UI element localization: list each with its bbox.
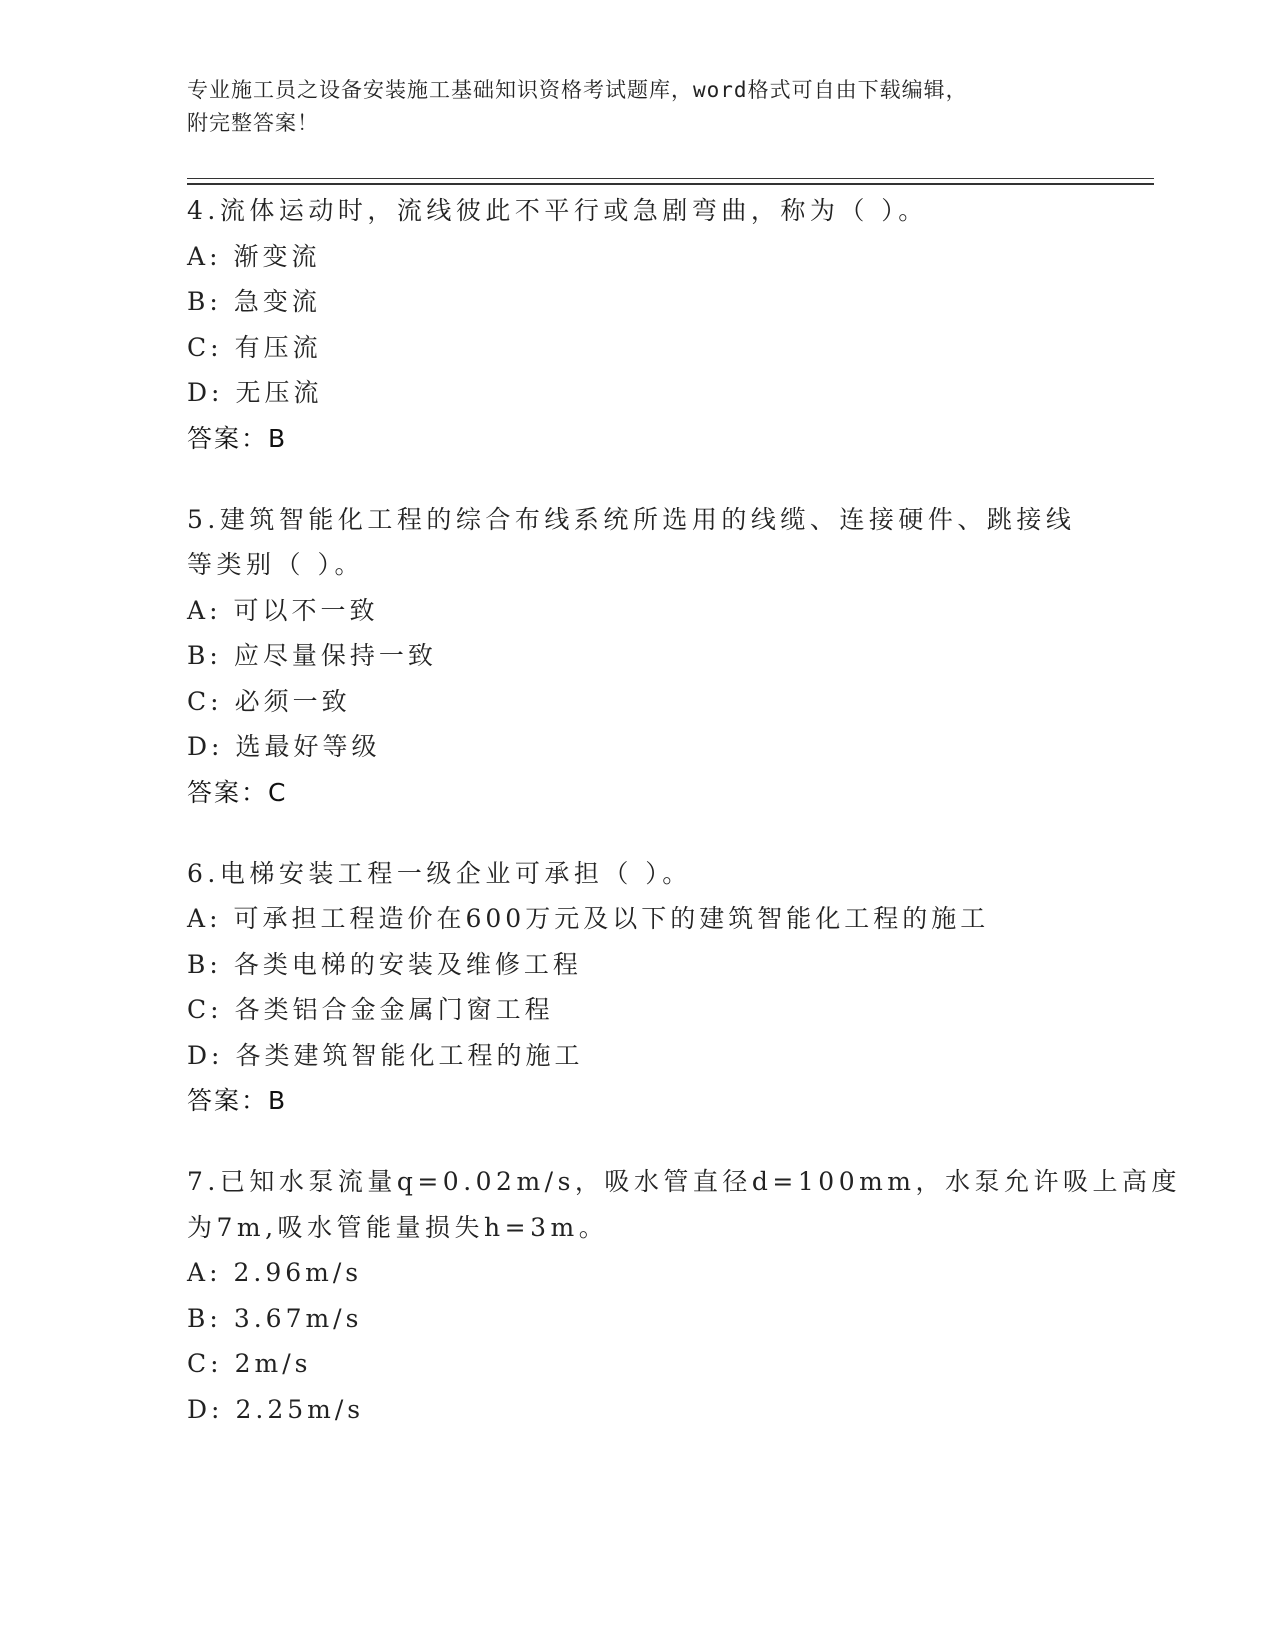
option-separator: : bbox=[211, 378, 224, 407]
question-item bbox=[187, 497, 1087, 816]
option-separator: : bbox=[209, 949, 222, 979]
question-stem-line: 为7m,吸水管能量损失h=3m。 bbox=[187, 1212, 609, 1242]
question-stem bbox=[187, 497, 1087, 588]
option-d bbox=[187, 1387, 1087, 1433]
option-separator: : bbox=[211, 1394, 224, 1424]
option-label: C bbox=[187, 1349, 211, 1378]
question-stem-line: 5.建筑智能化工程的综合布线系统所选用的线缆、连接硬件、跳接线 bbox=[187, 504, 1076, 534]
option-text: 2.96m/s bbox=[233, 1258, 363, 1287]
option-label: C bbox=[187, 686, 211, 716]
option-label: D bbox=[187, 378, 212, 407]
option-label: B bbox=[187, 641, 210, 670]
header-line-1: 专业施工员之设备安装施工基础知识资格考试题库，word格式可自由下载编辑， bbox=[187, 78, 968, 102]
option-text: 各类铝合金金属门窗工程 bbox=[234, 995, 554, 1024]
option-text: 必须一致 bbox=[234, 686, 351, 716]
option-label: D bbox=[187, 1394, 212, 1424]
question-stem-line: 等类别（ ）。 bbox=[187, 550, 364, 579]
option-text: 2.25m/s bbox=[235, 1394, 365, 1424]
option-separator: : bbox=[211, 732, 224, 761]
option-separator: : bbox=[210, 332, 223, 362]
option-b bbox=[187, 1296, 1087, 1342]
option-text: 3.67m/s bbox=[233, 1303, 363, 1333]
option-label: A bbox=[187, 595, 210, 625]
question-stem-line: 6.电梯安装工程一级企业可承担（ ）。 bbox=[187, 858, 692, 888]
option-separator: : bbox=[209, 1303, 222, 1333]
option-separator: : bbox=[209, 1258, 222, 1287]
option-label: D bbox=[187, 1040, 212, 1070]
option-b bbox=[187, 942, 1087, 988]
option-a bbox=[187, 1250, 1087, 1296]
question-item bbox=[187, 1159, 1182, 1432]
answer-line: 答案：B bbox=[187, 423, 288, 453]
question-stem-line: 4.流体运动时，流线彼此不平行或急剧弯曲，称为（ ）。 bbox=[187, 196, 928, 225]
option-separator: : bbox=[209, 641, 222, 670]
option-c bbox=[187, 987, 1087, 1033]
option-text: 可承担工程造价在600万元及以下的建筑智能化工程的施工 bbox=[233, 904, 990, 933]
option-separator: : bbox=[209, 595, 222, 625]
option-text: 2m/s bbox=[234, 1349, 312, 1378]
option-separator: : bbox=[210, 995, 223, 1024]
document-header bbox=[187, 74, 1087, 140]
option-text: 渐变流 bbox=[233, 241, 321, 271]
option-text: 各类电梯的安装及维修工程 bbox=[233, 949, 582, 979]
option-text: 有压流 bbox=[234, 332, 322, 362]
option-separator: : bbox=[210, 1349, 223, 1378]
option-d bbox=[187, 1033, 1087, 1079]
option-text: 应尽量保持一致 bbox=[233, 641, 437, 670]
option-label: B bbox=[187, 949, 210, 979]
option-label: A bbox=[187, 904, 210, 933]
answer-line: 答案：C bbox=[187, 777, 288, 807]
option-d bbox=[187, 724, 1087, 770]
question-stem bbox=[187, 188, 1087, 234]
question-stem bbox=[187, 851, 1087, 897]
option-a bbox=[187, 896, 1087, 942]
header-divider-thin bbox=[187, 178, 1154, 179]
question-list bbox=[187, 188, 1182, 1467]
option-separator: : bbox=[210, 686, 223, 716]
option-text: 可以不一致 bbox=[233, 595, 379, 625]
option-text: 选最好等级 bbox=[235, 732, 381, 761]
header-line-2: 附完整答案！ bbox=[187, 111, 319, 135]
question-stem bbox=[187, 1159, 1182, 1250]
option-b bbox=[187, 279, 1087, 325]
option-label: B bbox=[187, 1303, 210, 1333]
option-a bbox=[187, 588, 1087, 634]
option-text: 急变流 bbox=[233, 287, 321, 316]
option-c bbox=[187, 1341, 1087, 1387]
option-separator: : bbox=[211, 1040, 224, 1070]
option-label: D bbox=[187, 732, 212, 761]
option-text: 无压流 bbox=[235, 378, 323, 407]
question-stem-line: 7.已知水泵流量q=0.02m/s，吸水管直径d=100mm，水泵允许吸上高度 bbox=[187, 1167, 1182, 1196]
answer-line: 答案：B bbox=[187, 1086, 288, 1115]
option-c bbox=[187, 325, 1087, 371]
option-b bbox=[187, 633, 1087, 679]
option-separator: : bbox=[209, 241, 222, 271]
question-item bbox=[187, 851, 1087, 1125]
option-separator: : bbox=[209, 904, 222, 933]
option-label: B bbox=[187, 287, 210, 316]
option-a bbox=[187, 234, 1087, 280]
option-label: A bbox=[187, 1258, 210, 1287]
header-divider-thick bbox=[187, 183, 1154, 185]
question-item bbox=[187, 188, 1087, 462]
option-label: C bbox=[187, 332, 211, 362]
option-d bbox=[187, 370, 1087, 416]
option-label: A bbox=[187, 241, 210, 271]
option-c bbox=[187, 679, 1087, 725]
option-separator: : bbox=[209, 287, 222, 316]
option-text: 各类建筑智能化工程的施工 bbox=[235, 1040, 584, 1070]
option-label: C bbox=[187, 995, 211, 1024]
